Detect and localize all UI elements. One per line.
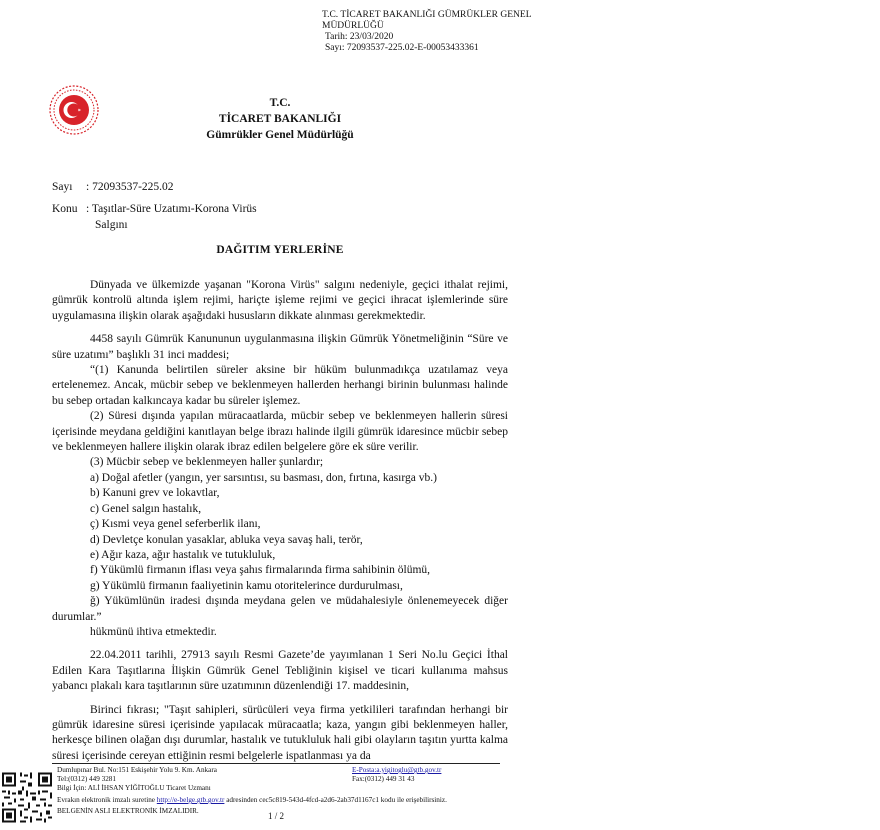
document-date: Tarih: 23/03/2020 — [325, 32, 394, 42]
footer-email-link[interactable]: E-Posta:a.yigitoglu@gtb.gov.tr — [352, 766, 442, 774]
paragraph-intro: Dünyada ve ülkemizde yaşanan "Korona Virüs" salgını nedeniyle, geçici ithalat rejimi, gümrük kontrolü altında işlem rejimi, hariçte işleme rejimi ve geçici ihracat işlemlerinde süre uygulamasına ilişkin olarak aşağıdaki hususların dikkate alınması gerekmektedir. — [52, 279, 508, 322]
list-item: c) Genel salgın hastalık, — [90, 502, 202, 515]
issuer-line-2: MÜDÜRLÜĞÜ — [322, 21, 384, 31]
list-item: a) Doğal afetler (yangın, yer sarsıntısı, su basması, don, fırtına, kasırga vb.) — [90, 471, 437, 484]
institution-header — [200, 95, 360, 143]
list-item: e) Ağır kaza, ağır hastalık ve tutukluluk, — [90, 548, 276, 561]
paragraph-clause-2: (2) Süresi dışında yapılan müracaatlarda, mücbir sebep ve beklenmeyen hallerin süresi içerisinde meydana geldiğini kanıtlayan belge ibrazı halinde ilgili gümrük idaresince mücbir sebep ve beklenmeyen hallere ilişkin olarak ibraz edilen belgelere göre ek süre verilir. — [52, 410, 508, 454]
footer-verification — [57, 796, 447, 805]
list-item: ç) Kısmi veya genel seferberlik ilanı, — [90, 518, 261, 531]
qr-code-icon — [0, 770, 54, 825]
footer-fax: Fax:(0312) 449 31 43 — [352, 775, 415, 784]
list-item: f) Yükümlü firmanın iflası veya şahıs firmalarında firma sahibinin ölümü, — [90, 564, 431, 577]
reference-block — [52, 180, 257, 234]
header-ministry: TİCARET BAKANLIĞI — [218, 113, 342, 125]
page-number: 1 / 2 — [268, 811, 285, 821]
issuer-line-1: T.C. TİCARET BAKANLIĞI GÜMRÜKLER GENEL — [322, 10, 532, 20]
list-item: ğ) Yükümlünün iradesi dışında meydana gelen ve müdahalesiyle önlenemeyecek diğer durumlar.” — [52, 595, 508, 623]
konu-label: Konu — [52, 203, 78, 215]
paragraph-first-clause: Birinci fıkrası; "Taşıt sahipleri, sürücüleri veya firma yetkilileri tarafından herhangi bir gümrük idaresine süresi içerisinde yapılacak müracaatla; kaza, yangın gibi beklenmeyen haller, herkesçe bilinen olağan dışı durumlar, hastalık ve tutukluluk hali gibi olayların taşıtın yurtta kalma süresi içerisinde cereyan ettiğinin resmi belgelerle ispatlanması ya da — [52, 703, 508, 762]
header-directorate: Gümrükler Genel Müdürlüğü — [206, 129, 354, 141]
letter-body — [52, 278, 508, 764]
distribution-heading: DAĞITIM YERLERİNE — [216, 244, 344, 256]
header-tc: T.C. — [269, 97, 291, 109]
ministry-logo-icon — [48, 84, 100, 136]
footer-divider — [52, 763, 500, 764]
footer-contact-right — [352, 766, 441, 784]
footer-address: Dumlupınar Bul. No:151 Eskişehir Yolu 9. Km. Ankara — [57, 766, 217, 774]
paragraph-regulation: 4458 sayılı Gümrük Kanununun uygulanmasına ilişkin Gümrük Yönetmeliğinin “Süre ve süre uzatımı” başlıklı 31 inci maddesi; — [52, 333, 508, 361]
sayi-value: : 72093537-225.02 — [86, 181, 174, 193]
footer-info-contact: Bilgi İçin: ALİ İHSAN YİĞİTOĞLU Ticaret Uzmanı — [57, 784, 211, 793]
list-item: d) Devletçe konulan yasaklar, abluka veya savaş hali, terör, — [90, 533, 363, 546]
footer-contact-left — [57, 766, 217, 794]
list-item: g) Yükümlü firmanın faaliyetinin kamu otoritelerince durdurulması, — [90, 579, 403, 592]
verification-link[interactable]: http://e-belge.gtb.gov.tr — [156, 796, 225, 804]
paragraph-communique: 22.04.2011 tarihli, 27913 sayılı Resmi Gazete’de yayımlanan 1 Seri No.lu Geçici İthal Edilen Kara Taşıtlarına İlişkin Gümrük Genel Tebliğinin kişisel ve ticari kullanıma mahsus yabancı plakalı kara taşıtlarının süre uzatımının düzenlendiği 17. maddesinin, — [52, 649, 508, 693]
list-item: b) Kanuni grev ve lokavtlar, — [90, 487, 220, 500]
paragraph-provision: hükmünü ihtiva etmektedir. — [90, 625, 217, 638]
verification-prefix: Evrakın elektronik imzalı suretine — [57, 796, 155, 804]
document-metadata — [322, 10, 532, 54]
document-number: Sayı: 72093537-225.02-E-00053433361 — [325, 43, 479, 53]
paragraph-clause-1: “(1) Kanunda belirtilen süreler aksine bir hüküm bulunmadıkça uzatılamaz veya ertelenemez. Ancak, mücbir sebep ve beklenmeyen hallerden herhangi birinin bulunması halinde bu sebep ortadan kalkıncaya kadar bu süreler işlemez. — [52, 364, 508, 407]
sayi-label: Sayı — [52, 181, 73, 193]
footer-signed-notice: BELGENİN ASLI ELEKTRONİK İMZALIDIR. — [57, 807, 199, 815]
konu-value-continued: Salgını — [95, 219, 128, 231]
footer-phone: Tel:(0312) 449 3281 — [57, 775, 116, 784]
konu-value: : Taşıtlar-Süre Uzatımı-Korona Virüs — [86, 203, 257, 215]
paragraph-clause-3: (3) Mücbir sebep ve beklenmeyen haller şunlardır; — [90, 456, 324, 469]
verification-suffix: adresinden cec5c819-543d-4fcd-a2d6-2ab37d1167c1 kodu ile erişebilirsiniz. — [226, 796, 447, 804]
